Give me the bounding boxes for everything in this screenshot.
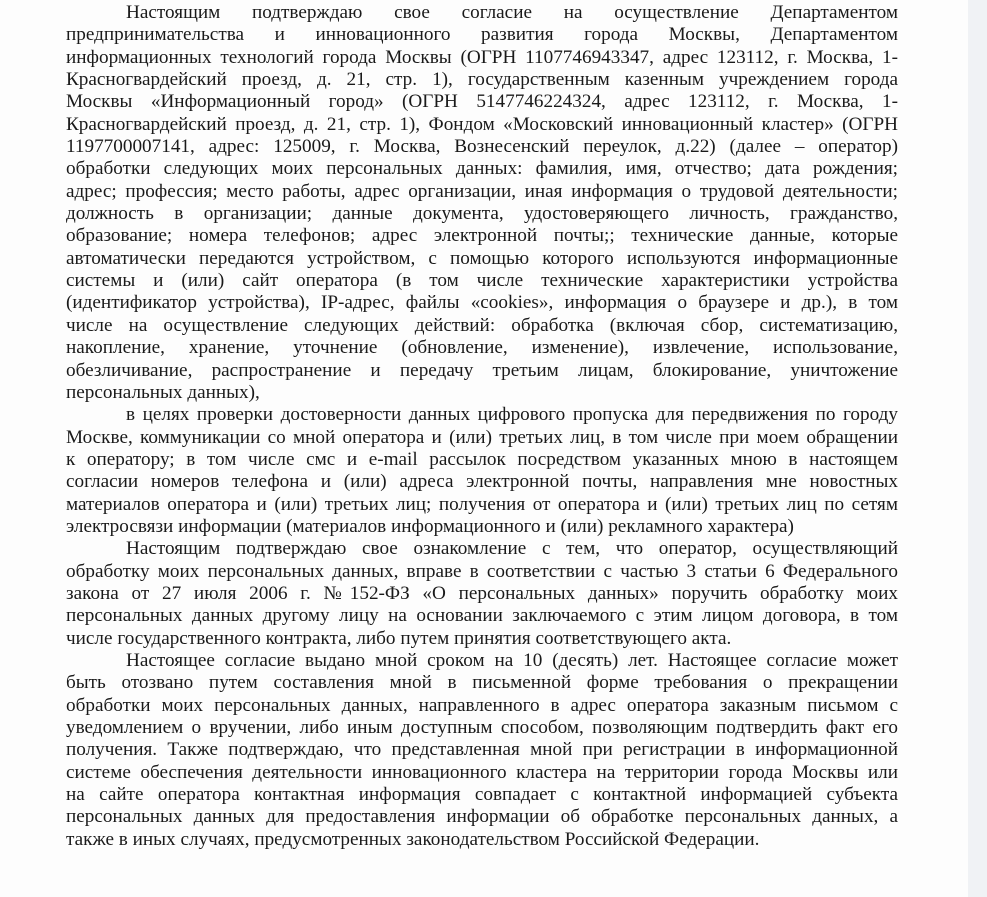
text-line: автоматически передаются устройством, с помощью которого используются информационные: [66, 247, 898, 269]
text-line: Красногвардейский проезд, д. 21, стр. 1), Фондом «Московский инновационный кластер» (ОГРН: [66, 113, 898, 135]
side-panel-strip: [968, 0, 987, 897]
paragraph: [66, 2, 898, 404]
paragraph: [66, 538, 898, 650]
text-line: получения. Также подтверждаю, что представленная мной при регистрации в информационной: [66, 739, 898, 761]
text-line: образование; номера телефонов; адрес электронной почты;; технические данные, которые: [66, 225, 898, 247]
text-line: Красногвардейский проезд, д. 21, стр. 1), государственным казенным учреждением города: [66, 69, 898, 91]
text-line: системы и (или) сайт оператора (в том числе технические характеристики устройства: [66, 270, 898, 292]
text-line: системе обеспечения деятельности инновационного кластера на территории города Москвы или: [66, 761, 898, 783]
text-line: обработки следующих моих персональных данных: фамилия, имя, отчество; дата рождения;: [66, 158, 898, 180]
text-line: числе на осуществление следующих действий: обработка (включая сбор, систематизацию,: [66, 314, 898, 336]
paragraph: [66, 650, 898, 851]
text-line: предпринимательства и инновационного развития города Москвы, Департаментом: [66, 24, 898, 46]
text-line: на сайте оператора контактная информация совпадает с контактной информацией субъекта: [66, 784, 898, 806]
text-line: обработки моих персональных данных, направленного в адрес оператора заказным письмом с: [66, 694, 898, 716]
text-line: Настоящим подтверждаю свое ознакомление с тем, что оператор, осуществляющий: [126, 538, 898, 560]
text-line: накопление, хранение, уточнение (обновление, изменение), извлечение, использование,: [66, 337, 898, 359]
text-line: адрес; профессия; место работы, адрес организации, иная информация о трудовой деятельности;: [66, 180, 898, 202]
text-line: Настоящее согласие выдано мной сроком на 10 (десять) лет. Настоящее согласие может: [126, 649, 898, 671]
text-line: обработку моих персональных данных, вправе в соответствии с частью 3 статьи 6 Федерального: [66, 560, 898, 582]
text-line: персональных данных),: [66, 381, 260, 403]
text-line: в целях проверки достоверности данных цифрового пропуска для передвижения по городу: [126, 404, 898, 426]
text-line: Настоящим подтверждаю свое согласие на осуществление Департаментом: [126, 2, 898, 23]
text-line: должность в организации; данные документа, удостоверяющего личность, гражданство,: [66, 203, 898, 225]
text-line: числе государственного контракта, либо путем принятия соответствующего акта.: [66, 627, 732, 649]
text-line: закона от 27 июля 2006 г. №152-ФЗ «О персональных данных» поручить обработку моих: [66, 582, 898, 604]
text-line: 1197700007141, адрес: 125009, г. Москва, Вознесенский переулок, д.22) (далее – оператор): [66, 136, 898, 158]
text-line: обезличивание, распространение и передачу третьим лицам, блокирование, уничтожение: [66, 359, 898, 381]
text-line: информационных технологий города Москвы (ОГРН 1107746943347, адрес 123112, г. Москва, 1-: [66, 46, 898, 68]
text-line: также в иных случаях, предусмотренных законодательством Российской Федерации.: [66, 828, 760, 850]
text-line: электросвязи информации (материалов информационного и (или) рекламного характера): [66, 515, 794, 537]
consent-text: [66, 2, 898, 851]
text-line: Москве, коммуникации со мной оператора и (или) третьих лиц, в том числе при моем обращении: [66, 426, 898, 448]
text-line: (идентификатор устройства), IP-адрес, файлы «cookies», информация о браузере и др.), в том: [66, 292, 898, 314]
text-line: материалов оператора и (или) третьих лиц; получения от оператора и (или) третьих лиц по сетям: [66, 493, 898, 515]
text-line: Москвы «Информационный город» (ОГРН 5147746224324, адрес 123112, г. Москва, 1-: [66, 91, 898, 113]
text-line: персональных данных для предоставления информации об обработке персональных данных, а: [66, 806, 898, 828]
text-line: персональных данных другому лицу на основании заключаемого с этим лицом договора, в том: [66, 605, 898, 627]
text-line: уведомлением о вручении, либо иным доступным способом, позволяющим подтвердить факт его: [66, 717, 898, 738]
text-line: согласии номеров телефона и (или) адреса электронной почты, направления мне новостных: [66, 471, 898, 493]
text-line: быть отозвано путем составления мной в письменной форме требования о прекращении: [66, 672, 898, 694]
paragraph: [66, 404, 898, 538]
text-line: к оператору; в том числе смс и e-mail рассылок посредством указанных мною в настоящем: [66, 448, 898, 470]
